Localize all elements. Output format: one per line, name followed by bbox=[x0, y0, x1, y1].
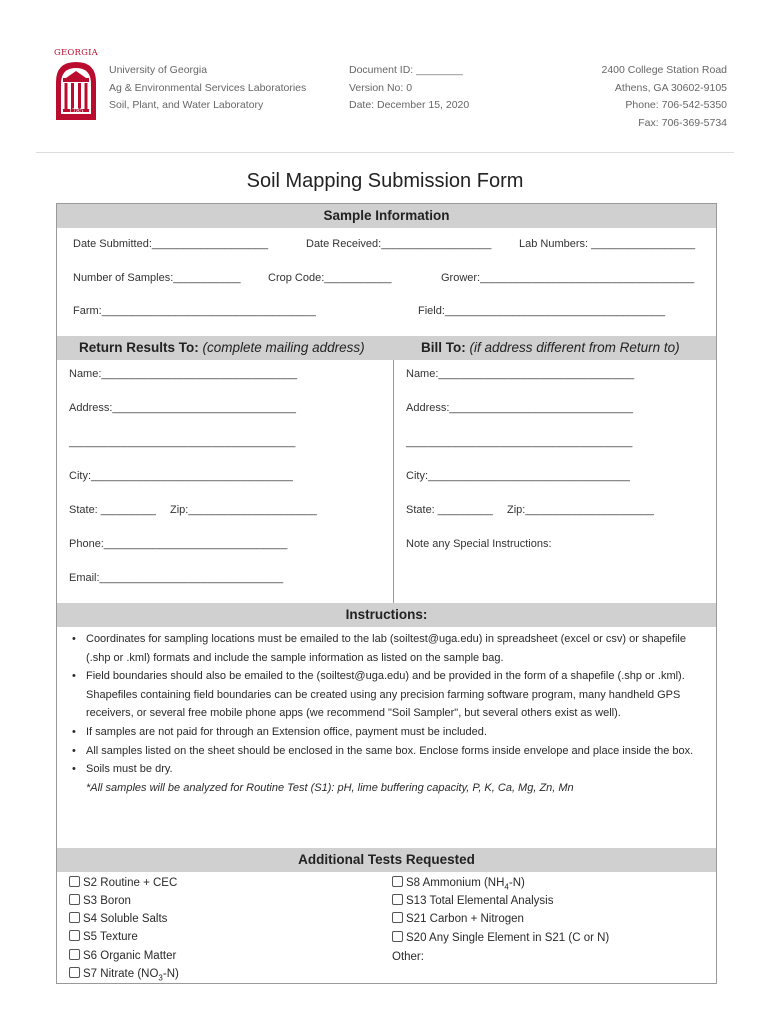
bill-address-line2-field[interactable]: _____________________________________ bbox=[406, 436, 633, 448]
routine-test-note: *All samples will be analyzed for Routine Test (S1): pH, lime buffering capacity, P, K, Ca, Mg, Zn, Mn bbox=[86, 781, 574, 794]
return-zip-field[interactable]: Zip:_____________________ bbox=[170, 504, 317, 516]
checkbox-icon[interactable] bbox=[392, 912, 403, 923]
instruction-item: • If samples are not paid for through an Extension office, payment must be included. bbox=[70, 723, 710, 742]
date-submitted-field[interactable]: Date Submitted:___________________ bbox=[73, 238, 269, 250]
field-field[interactable]: Field:____________________________________ bbox=[418, 305, 666, 317]
document-date: Date: December 15, 2020 bbox=[349, 99, 470, 111]
street-address: 2400 College Station Road bbox=[601, 64, 727, 76]
test-s4-checkbox[interactable]: S4 Soluble Salts bbox=[69, 912, 167, 926]
contact-info bbox=[601, 62, 727, 132]
org-lab: Soil, Plant, and Water Laboratory bbox=[109, 99, 264, 111]
grower-field[interactable]: Grower:___________________________________ bbox=[441, 272, 695, 284]
return-results-heading: Return Results To: (complete mailing address) bbox=[79, 340, 365, 355]
checkbox-icon[interactable] bbox=[69, 930, 80, 941]
farm-field[interactable]: Farm:___________________________________ bbox=[73, 305, 316, 317]
logo-wordmark: GEORGIA bbox=[53, 48, 99, 58]
bill-state-field[interactable]: State: _________ bbox=[406, 504, 493, 516]
additional-tests-heading: Additional Tests Requested bbox=[57, 848, 716, 872]
checkbox-icon[interactable] bbox=[69, 876, 80, 887]
bill-zip-field[interactable]: Zip:_____________________ bbox=[507, 504, 654, 516]
bill-address-field[interactable]: Address:______________________________ bbox=[406, 402, 633, 414]
instructions-list bbox=[70, 630, 710, 797]
return-address-field[interactable]: Address:______________________________ bbox=[69, 402, 296, 414]
instruction-item: • Field boundaries should also be emailed to the (soiltest@uga.edu) and be provided in the form of a shapefile (.shp or .kml). Shapefiles containing field boundaries can be created using any precision farming software program, many handheld GPS receivers, or several free mobile phone apps (we recommend "Soil Sampler", but several others exist as well). bbox=[70, 667, 710, 723]
test-s5-checkbox[interactable]: S5 Texture bbox=[69, 930, 138, 944]
instruction-item: • Coordinates for sampling locations must be emailed to the lab (soiltest@uga.edu) in spreadsheet (excel or csv) or shapefile (.shp or .kml) formats and include the sample information as listed on the sample bag. bbox=[70, 630, 710, 667]
checkbox-icon[interactable] bbox=[69, 912, 80, 923]
test-s20-checkbox[interactable]: S20 Any Single Element in S21 (C or N) bbox=[392, 931, 609, 945]
date-received-field[interactable]: Date Received:__________________ bbox=[306, 238, 492, 250]
document-info bbox=[349, 62, 469, 115]
city-address: Athens, GA 30602-9105 bbox=[614, 81, 727, 94]
org-name: University of Georgia bbox=[109, 64, 208, 76]
checkbox-icon[interactable] bbox=[392, 931, 403, 942]
test-s3-checkbox[interactable]: S3 Boron bbox=[69, 894, 131, 908]
return-address-line2-field[interactable]: _____________________________________ bbox=[69, 436, 296, 448]
phone-number: Phone: 706-542-5350 bbox=[625, 99, 727, 111]
column-divider bbox=[393, 360, 394, 603]
bill-city-field[interactable]: City:_________________________________ bbox=[406, 470, 630, 482]
sample-information-heading: Sample Information bbox=[57, 204, 716, 228]
special-instructions-field[interactable]: Note any Special Instructions: bbox=[406, 538, 552, 550]
org-info bbox=[109, 62, 306, 115]
other-test-field[interactable]: Other: bbox=[392, 951, 424, 963]
test-s8-checkbox[interactable]: S8 Ammonium $(NH_4-N)$ bbox=[392, 876, 525, 894]
address-headings bbox=[57, 336, 716, 360]
return-city-field[interactable]: City:_________________________________ bbox=[69, 470, 293, 482]
header-divider bbox=[36, 152, 734, 153]
checkbox-icon[interactable] bbox=[69, 949, 80, 960]
crop-code-field[interactable]: Crop Code:___________ bbox=[268, 272, 392, 284]
page-header bbox=[0, 0, 770, 150]
page-title: Soil Mapping Submission Form bbox=[246, 170, 524, 192]
return-state-field[interactable]: State: _________ bbox=[69, 504, 156, 516]
logo-year: 1785 bbox=[68, 108, 84, 115]
return-email-field[interactable]: Email:______________________________ bbox=[69, 572, 284, 584]
document-id: Document ID: ________ bbox=[349, 64, 463, 76]
bill-to-heading: Bill To: (if address different from Return to) bbox=[421, 340, 680, 355]
instruction-item: • Soils must be dry. bbox=[70, 760, 710, 779]
checkbox-icon[interactable] bbox=[392, 894, 403, 905]
checkbox-icon[interactable] bbox=[69, 894, 80, 905]
return-phone-field[interactable]: Phone:______________________________ bbox=[69, 538, 288, 550]
checkbox-icon[interactable] bbox=[392, 876, 403, 887]
checkbox-icon[interactable] bbox=[69, 967, 80, 978]
instructions-heading: Instructions: bbox=[57, 603, 716, 627]
lab-numbers-field[interactable]: Lab Numbers: _________________ bbox=[519, 238, 696, 250]
test-s13-checkbox[interactable]: S13 Total Elemental Analysis bbox=[392, 894, 553, 908]
bill-name-field[interactable]: Name:________________________________ bbox=[406, 368, 635, 380]
return-name-field[interactable]: Name:________________________________ bbox=[69, 368, 298, 380]
version-no: Version No: 0 bbox=[349, 81, 413, 94]
test-s21-checkbox[interactable]: S21 Carbon + Nitrogen bbox=[392, 912, 524, 926]
test-s6-checkbox[interactable]: S6 Organic Matter bbox=[69, 949, 176, 963]
org-division: Ag & Environmental Services Laboratories bbox=[109, 81, 307, 94]
test-s7-checkbox[interactable]: S7 Nitrate $(NO_3-N)$ bbox=[69, 967, 179, 985]
uga-logo bbox=[52, 48, 100, 126]
instruction-item: • All samples listed on the sheet should be enclosed in the same box. Enclose forms inside envelope and place inside the box. bbox=[70, 742, 710, 761]
fax-number: Fax: 706-369-5734 bbox=[638, 116, 727, 129]
number-of-samples-field[interactable]: Number of Samples:___________ bbox=[73, 272, 241, 284]
test-s2-checkbox[interactable]: S2 Routine + CEC bbox=[69, 876, 177, 890]
